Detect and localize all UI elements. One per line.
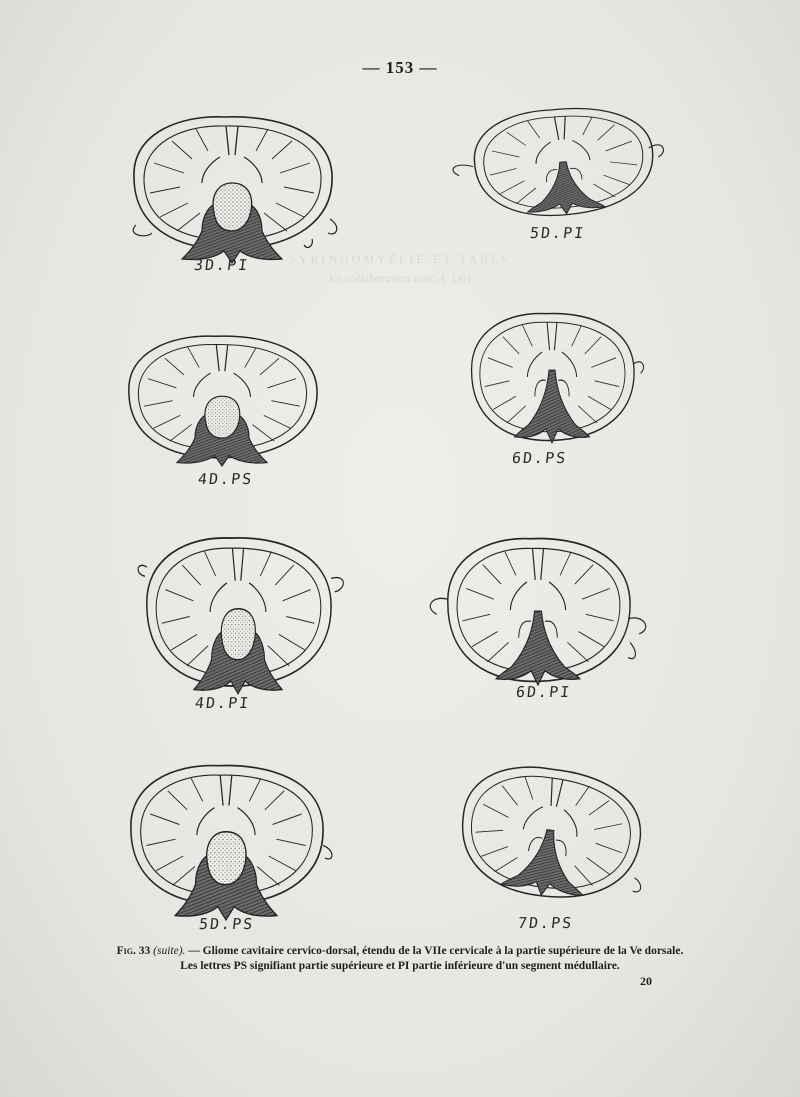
section-label: 5D.PS	[198, 915, 256, 933]
section-7dps	[454, 758, 656, 910]
section-label: 4D.PS	[197, 470, 255, 488]
section-3dpi	[133, 117, 337, 263]
section-4dpi	[138, 538, 343, 694]
caption-line-1	[70, 944, 730, 959]
section-5dpi	[449, 102, 667, 222]
section-5dps	[131, 766, 332, 920]
caption-line-2: Les lettres PS signifiant partie supérieure et PI partie inférieure d'un segment médullaire.	[180, 960, 620, 972]
section-label: 7D.PS	[517, 914, 575, 932]
caption-text-1: — Gliome cavitaire cervico-dorsal, étendu de la VIIe cervicale à la partie supérieure de la Ve dorsale.	[188, 945, 684, 957]
bleed-subheading: En collaboration avec A. Léri	[328, 271, 472, 285]
page-number: — 153 —	[362, 58, 438, 77]
signature-mark: 20	[640, 974, 652, 988]
section-label: 3D.PI	[193, 256, 251, 274]
section-label: 6D.PI	[515, 683, 573, 701]
bleed-heading: SYRINGOMYÉLIE ET TABES	[289, 252, 511, 266]
section-label: 5D.PI	[529, 224, 587, 242]
section-4dps	[129, 336, 317, 466]
section-6dps	[472, 313, 644, 442]
figure-number: Fig. 33	[116, 945, 151, 957]
figure-suite: (suite).	[153, 945, 186, 957]
section-6dpi	[430, 539, 646, 685]
figure-caption	[70, 944, 730, 974]
section-label: 4D.PI	[194, 694, 252, 712]
section-label: 6D.PS	[511, 449, 569, 467]
